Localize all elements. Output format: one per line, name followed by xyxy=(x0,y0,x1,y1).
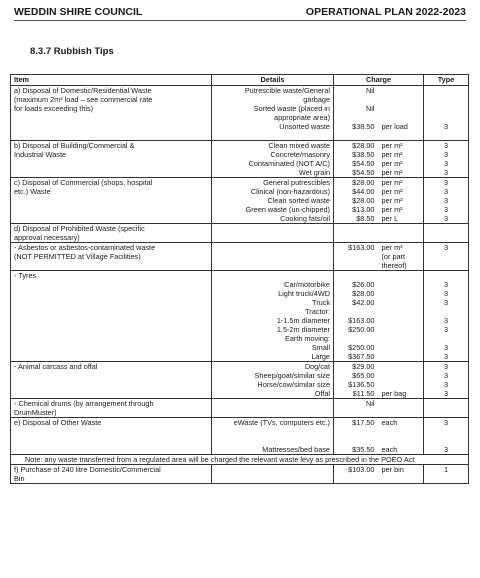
charge-cell-line xyxy=(337,334,375,343)
charge-cell xyxy=(334,141,379,178)
unit-cell-line: per load xyxy=(381,122,408,131)
details-cell-line xyxy=(215,465,330,474)
charge-cell-line: Nil xyxy=(365,399,375,408)
item-cell xyxy=(11,418,212,455)
details-cell-line: Putrescible waste/General xyxy=(244,86,330,95)
type-cell-line xyxy=(427,271,465,280)
item-cell-line xyxy=(14,214,208,223)
unit-cell-line xyxy=(382,95,421,104)
details-cell-line: Sheep/goat/similar size xyxy=(254,371,330,380)
type-cell-line: 3 xyxy=(443,343,449,352)
type-cell-line: 3 xyxy=(443,214,449,223)
unit-cell-line: per m² xyxy=(381,159,403,168)
details-cell-line: Unsorted waste xyxy=(279,122,330,131)
unit-cell-line: per L xyxy=(381,214,399,223)
item-cell-line xyxy=(14,380,208,389)
unit-cell-line xyxy=(382,104,421,113)
details-cell xyxy=(212,178,334,224)
details-cell xyxy=(212,418,334,455)
note-row xyxy=(11,455,469,465)
unit-cell-line xyxy=(382,436,421,445)
col-item: Item xyxy=(11,75,212,86)
type-cell-line xyxy=(427,261,465,270)
charge-cell-line xyxy=(337,252,375,261)
type-cell-line: 3 xyxy=(443,316,449,325)
item-cell xyxy=(11,243,212,271)
item-cell xyxy=(11,86,212,141)
item-cell xyxy=(11,141,212,178)
item-cell-line xyxy=(14,316,208,325)
unit-cell-line xyxy=(382,371,421,380)
unit-cell-line: per m² xyxy=(381,141,403,150)
type-cell xyxy=(424,86,469,141)
item-cell-line xyxy=(14,159,208,168)
item-cell-line xyxy=(14,196,208,205)
details-cell xyxy=(212,86,334,141)
charge-cell-line xyxy=(337,261,375,270)
details-cell-line: Dog/cat xyxy=(304,362,330,371)
type-cell-line: 3 xyxy=(443,243,449,252)
item-cell-line xyxy=(14,436,208,445)
unit-cell-line xyxy=(382,280,421,289)
charge-cell-line: $250.00 xyxy=(348,343,375,352)
table-row xyxy=(11,418,469,455)
unit-cell-line xyxy=(382,271,421,280)
type-cell-line: 3 xyxy=(443,352,449,361)
item-cell-line: - Asbestos or asbestos-contaminated waste xyxy=(14,243,156,252)
item-cell-line: Bin xyxy=(14,474,25,483)
item-cell-line xyxy=(14,427,208,436)
charge-cell-line: $38.50 xyxy=(352,122,375,131)
item-cell-line xyxy=(14,131,208,140)
unit-cell-line xyxy=(382,362,421,371)
unit-cell-line: per m³ xyxy=(381,243,403,252)
charge-cell xyxy=(334,418,379,455)
details-cell-line xyxy=(215,427,330,436)
unit-cell-line xyxy=(382,325,421,334)
details-cell-line: Clean sorted waste xyxy=(267,196,330,205)
details-cell-line xyxy=(215,261,330,270)
unit-cell-line xyxy=(382,316,421,325)
type-cell-line xyxy=(427,408,465,417)
unit-cell-line: each xyxy=(381,445,398,454)
charge-cell-line xyxy=(337,113,375,122)
details-cell-line: Wet grain xyxy=(298,168,330,177)
note-text: Note: any waste transferred from a regulated area will be charged the relevant waste levy as prescribed in the POEO Act xyxy=(11,455,469,465)
type-cell-line: 3 xyxy=(443,362,449,371)
unit-cell-line xyxy=(382,343,421,352)
unit-cell xyxy=(379,141,424,178)
details-cell-line xyxy=(215,252,330,261)
details-cell-line xyxy=(215,243,330,252)
charge-cell-line: $8.50 xyxy=(356,214,375,223)
details-cell-line: eWaste (TVs, computers etc.) xyxy=(233,418,330,427)
type-cell-line: 3 xyxy=(443,141,449,150)
type-cell-line: 3 xyxy=(443,178,449,187)
type-cell-line: 3 xyxy=(443,196,449,205)
item-cell-line: DrumMuster) xyxy=(14,408,57,417)
unit-cell-line: per m² xyxy=(381,168,403,177)
item-cell-line xyxy=(14,289,208,298)
details-cell-line: Green waste (un-chipped) xyxy=(245,205,330,214)
type-cell xyxy=(424,141,469,178)
col-charge: Charge xyxy=(334,75,424,86)
charge-cell-line: $28.00 xyxy=(352,289,375,298)
item-cell-line xyxy=(14,280,208,289)
type-cell-line xyxy=(427,427,465,436)
item-cell xyxy=(11,178,212,224)
details-cell-line: Light truck/4WD xyxy=(278,289,330,298)
charge-cell-line: $11.50 xyxy=(352,389,375,398)
charge-cell-line: $136.50 xyxy=(348,380,375,389)
unit-cell xyxy=(379,178,424,224)
charge-cell xyxy=(334,362,379,399)
col-details: Details xyxy=(212,75,334,86)
type-cell xyxy=(424,178,469,224)
item-cell-line: - Animal carcass and offal xyxy=(14,362,98,371)
charge-cell-line: $42.00 xyxy=(352,298,375,307)
unit-cell-line: per bag xyxy=(381,389,407,398)
type-cell xyxy=(424,362,469,399)
unit-cell xyxy=(379,271,424,362)
unit-cell-line xyxy=(382,334,421,343)
unit-cell-line: per m² xyxy=(381,205,403,214)
item-cell-line: (maximum 2m³ load – see commercial rate xyxy=(14,95,153,104)
item-cell xyxy=(11,399,212,418)
details-cell-line xyxy=(215,224,330,233)
details-cell-line: Horse/cow/similar size xyxy=(257,380,330,389)
charge-cell-line: $28.00 xyxy=(352,178,375,187)
plan-title: OPERATIONAL PLAN 2022-2023 xyxy=(305,6,466,18)
type-cell xyxy=(424,418,469,455)
details-cell-line xyxy=(215,408,330,417)
details-cell-line: Small xyxy=(311,343,330,352)
type-cell-line xyxy=(427,474,465,483)
item-cell-line: etc.) Waste xyxy=(14,187,51,196)
table-row xyxy=(11,362,469,399)
charge-cell-line xyxy=(337,233,375,242)
table-row xyxy=(11,141,469,178)
item-cell-line: d) Disposal of Prohibited Waste (specific xyxy=(14,224,145,233)
unit-cell-line xyxy=(382,474,421,483)
unit-cell xyxy=(379,465,424,484)
type-cell-line: 3 xyxy=(443,418,449,427)
charge-cell-line xyxy=(337,307,375,316)
type-cell-line xyxy=(427,224,465,233)
details-cell-line: Cooking fats/oil xyxy=(280,214,330,223)
unit-cell-line xyxy=(382,352,421,361)
type-cell xyxy=(424,465,469,484)
item-cell-line xyxy=(14,113,208,122)
charge-cell-line: $367.50 xyxy=(348,352,375,361)
table-row xyxy=(11,243,469,271)
charge-cell-line xyxy=(337,436,375,445)
charge-cell-line: $54.50 xyxy=(352,168,375,177)
table-row xyxy=(11,399,469,418)
type-cell-line xyxy=(427,104,465,113)
details-cell-line: Tractor: xyxy=(305,307,330,316)
type-cell-line: 3 xyxy=(443,150,449,159)
unit-cell-line: (or part xyxy=(381,252,406,261)
type-cell-line: 3 xyxy=(443,159,449,168)
unit-cell-line xyxy=(382,224,421,233)
details-cell-line: Large xyxy=(311,352,330,361)
type-cell-line xyxy=(427,95,465,104)
item-cell-line xyxy=(14,371,208,380)
unit-cell xyxy=(379,224,424,243)
unit-cell-line xyxy=(382,427,421,436)
item-cell-line xyxy=(14,389,208,398)
details-cell-line xyxy=(215,233,330,242)
charge-cell-line xyxy=(337,474,375,483)
unit-cell-line xyxy=(382,408,421,417)
type-cell-line xyxy=(427,233,465,242)
details-cell-line: Clean mixed waste xyxy=(268,141,330,150)
type-cell-line: 3 xyxy=(443,445,449,454)
charge-cell-line: $103.00 xyxy=(348,465,375,474)
item-cell-line xyxy=(14,307,208,316)
item-cell-line: c) Disposal of Commercial (shops, hospital xyxy=(14,178,153,187)
charge-cell xyxy=(334,271,379,362)
details-cell-line xyxy=(215,436,330,445)
type-cell xyxy=(424,224,469,243)
charge-cell-line: $28.00 xyxy=(352,141,375,150)
details-cell-line: Clinical (non-hazardous) xyxy=(250,187,330,196)
details-cell xyxy=(212,399,334,418)
charge-cell-line xyxy=(337,224,375,233)
item-cell-line: for loads exceeding this) xyxy=(14,104,94,113)
type-cell-line: 3 xyxy=(443,122,449,131)
item-cell xyxy=(11,362,212,399)
charge-cell-line: $54.50 xyxy=(352,159,375,168)
item-cell-line: - Tyres xyxy=(14,271,37,280)
charge-cell-line: $65.00 xyxy=(352,371,375,380)
table-row xyxy=(11,86,469,141)
item-cell-line: Industrial Waste xyxy=(14,150,67,159)
table-row xyxy=(11,465,469,484)
charge-cell-line: Nil xyxy=(365,86,375,95)
unit-cell-line: per m² xyxy=(381,150,403,159)
charge-cell xyxy=(334,399,379,418)
unit-cell-line: per m² xyxy=(381,196,403,205)
details-cell-line: garbage xyxy=(303,95,330,104)
org-name: WEDDIN SHIRE COUNCIL xyxy=(14,6,143,18)
item-cell-line: (NOT PERMITTED at Village Facilities) xyxy=(14,252,141,261)
item-cell-line xyxy=(14,445,208,454)
item-cell-line xyxy=(14,205,208,214)
item-cell-line: a) Disposal of Domestic/Residential Waste xyxy=(14,86,152,95)
type-cell-line xyxy=(427,86,465,95)
charge-cell-line xyxy=(337,131,375,140)
section-title: 8.3.7 Rubbish Tips xyxy=(30,46,114,57)
charge-cell xyxy=(334,224,379,243)
details-cell xyxy=(212,465,334,484)
unit-cell-line xyxy=(382,289,421,298)
details-cell-line xyxy=(215,271,330,280)
unit-cell xyxy=(379,418,424,455)
charge-cell-line: $250.00 xyxy=(348,325,375,334)
unit-cell-line: per m² xyxy=(381,187,403,196)
details-cell-line: Car/motorbike xyxy=(284,280,330,289)
item-cell-line: e) Disposal of Other Waste xyxy=(14,418,102,427)
details-cell-line: appropriate area) xyxy=(274,113,330,122)
type-cell-line: 3 xyxy=(443,289,449,298)
charge-cell-line xyxy=(337,427,375,436)
details-cell xyxy=(212,224,334,243)
header-rule xyxy=(14,20,466,21)
details-cell-line: Earth moving: xyxy=(284,334,330,343)
item-cell-line: f) Purchase of 240 litre Domestic/Commercial xyxy=(14,465,161,474)
unit-cell-line: thereof) xyxy=(381,261,407,270)
charge-cell-line: $17.50 xyxy=(352,418,375,427)
unit-cell-line xyxy=(382,131,421,140)
unit-cell xyxy=(379,362,424,399)
details-cell-line: Offal xyxy=(314,389,330,398)
type-cell-line xyxy=(427,334,465,343)
item-cell xyxy=(11,465,212,484)
charge-cell xyxy=(334,243,379,271)
charge-cell-line: $38.50 xyxy=(352,150,375,159)
unit-cell-line: per m² xyxy=(381,178,403,187)
item-cell-line xyxy=(14,352,208,361)
item-cell xyxy=(11,271,212,362)
charge-cell-line: $44.00 xyxy=(352,187,375,196)
table-row xyxy=(11,271,469,362)
details-cell-line: Truck xyxy=(312,298,330,307)
charge-cell-line: $163.00 xyxy=(348,316,375,325)
charge-cell-line xyxy=(337,408,375,417)
unit-cell-line xyxy=(382,380,421,389)
charge-cell-line xyxy=(337,271,375,280)
item-cell-line: approval necessary) xyxy=(14,233,80,242)
unit-cell xyxy=(379,243,424,271)
type-cell-line: 3 xyxy=(443,298,449,307)
table-row xyxy=(11,178,469,224)
details-cell-line xyxy=(215,131,330,140)
unit-cell-line xyxy=(382,307,421,316)
details-cell-line: Contaminated (NOT A/C) xyxy=(248,159,330,168)
item-cell-line xyxy=(14,343,208,352)
charge-cell-line: $28.00 xyxy=(352,196,375,205)
details-cell-line: General putrescibles xyxy=(263,178,330,187)
unit-cell-line xyxy=(382,298,421,307)
type-cell-line: 3 xyxy=(443,280,449,289)
table-row xyxy=(11,224,469,243)
item-cell-line xyxy=(14,261,208,270)
charge-cell xyxy=(334,178,379,224)
unit-cell-line xyxy=(382,399,421,408)
fees-table xyxy=(10,74,469,484)
type-cell xyxy=(424,271,469,362)
type-cell-line xyxy=(427,252,465,261)
item-cell xyxy=(11,224,212,243)
type-cell-line xyxy=(427,307,465,316)
item-cell-line xyxy=(14,168,208,177)
type-cell-line: 3 xyxy=(443,168,449,177)
details-cell-line: Mattresses/bed base xyxy=(262,445,330,454)
type-cell-line: 3 xyxy=(443,205,449,214)
item-cell-line xyxy=(14,325,208,334)
details-cell xyxy=(212,141,334,178)
details-cell-line: Concrete/masonry xyxy=(270,150,330,159)
type-cell-line xyxy=(427,131,465,140)
type-cell-line: 3 xyxy=(443,187,449,196)
charge-cell-line xyxy=(337,95,375,104)
details-cell-line: Sorted waste (placed in xyxy=(253,104,330,113)
charge-cell-line: $29.00 xyxy=(352,362,375,371)
item-cell-line: b) Disposal of Building/Commercial & xyxy=(14,141,135,150)
table-header-row xyxy=(11,75,469,86)
item-cell-line xyxy=(14,334,208,343)
unit-cell xyxy=(379,399,424,418)
item-cell-line xyxy=(14,298,208,307)
unit-cell-line xyxy=(382,233,421,242)
charge-cell-line: $26.00 xyxy=(352,280,375,289)
details-cell xyxy=(212,243,334,271)
charge-cell-line: $13.00 xyxy=(352,205,375,214)
details-cell-line xyxy=(215,399,330,408)
charge-cell xyxy=(334,465,379,484)
type-cell-line xyxy=(427,113,465,122)
item-cell-line: - Chemical drums (by arrangement through xyxy=(14,399,154,408)
unit-cell xyxy=(379,86,424,141)
type-cell-line: 3 xyxy=(443,325,449,334)
charge-cell-line: $35.50 xyxy=(352,445,375,454)
type-cell-line: 3 xyxy=(443,380,449,389)
unit-cell-line xyxy=(382,86,421,95)
type-cell-line: 1 xyxy=(443,465,449,474)
item-cell-line xyxy=(14,122,208,131)
details-cell-line xyxy=(215,474,330,483)
type-cell xyxy=(424,399,469,418)
unit-cell-line xyxy=(382,113,421,122)
type-cell-line: 3 xyxy=(443,389,449,398)
charge-cell-line: Nil xyxy=(365,104,375,113)
type-cell-line: 3 xyxy=(443,371,449,380)
charge-cell xyxy=(334,86,379,141)
unit-cell-line: per bin xyxy=(381,465,404,474)
col-type: Type xyxy=(424,75,469,86)
type-cell-line xyxy=(427,436,465,445)
details-cell xyxy=(212,362,334,399)
type-cell xyxy=(424,243,469,271)
unit-cell-line: each xyxy=(381,418,398,427)
type-cell-line xyxy=(427,399,465,408)
details-cell xyxy=(212,271,334,362)
details-cell-line: 1.5-2m diameter xyxy=(276,325,330,334)
charge-cell-line: $163.00 xyxy=(348,243,375,252)
details-cell-line: 1-1.5m diameter xyxy=(276,316,330,325)
